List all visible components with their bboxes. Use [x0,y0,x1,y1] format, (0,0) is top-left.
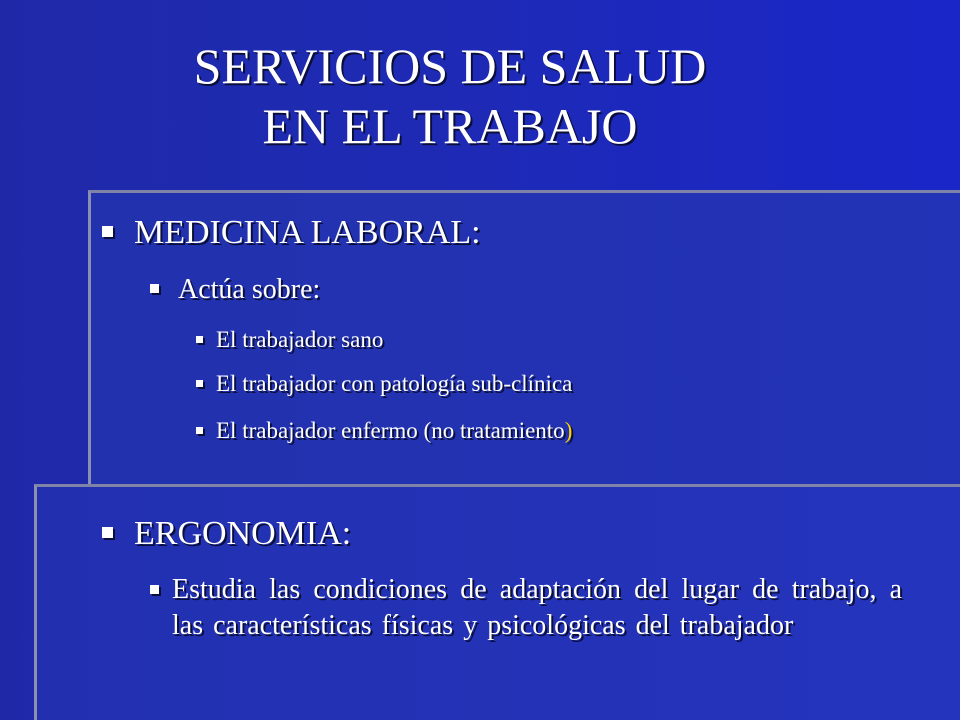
slide-title-line-1: SERVICIOS DE SALUD [193,38,707,94]
slide-title-line-2: EN EL TRABAJO [262,98,638,154]
list-item [196,418,572,444]
ergonomia-description [172,572,902,644]
square-bullet-icon [150,585,159,594]
list-item-text: El trabajador con patología sub-clínica [216,371,573,396]
list-item-text: El trabajador sano [216,327,384,352]
list-item-text: El trabajador enfermo (no tratamiento [216,418,565,443]
list-item [196,371,572,397]
section-heading-ergonomia [102,515,351,553]
square-bullet-icon [102,527,113,538]
list-item [196,327,383,353]
square-bullet-icon [196,427,203,434]
square-bullet-icon [150,284,159,293]
square-bullet-icon [102,226,113,237]
square-bullet-icon [196,336,203,343]
closing-parenthesis: ) [564,418,573,443]
subheading-actua-sobre [150,274,320,306]
section-heading-text: ERGONOMIA: [134,515,352,552]
subheading-text: Actúa sobre: [178,274,321,305]
square-bullet-icon [196,380,203,387]
description-text: Estudia las condiciones de adaptación del lugar de trabajo, a las características físicas y psicológicas del trabajador [172,574,902,641]
slide-title [0,36,900,156]
section-heading-medicina-laboral [102,214,481,252]
section-heading-text: MEDICINA LABORAL: [134,214,481,251]
